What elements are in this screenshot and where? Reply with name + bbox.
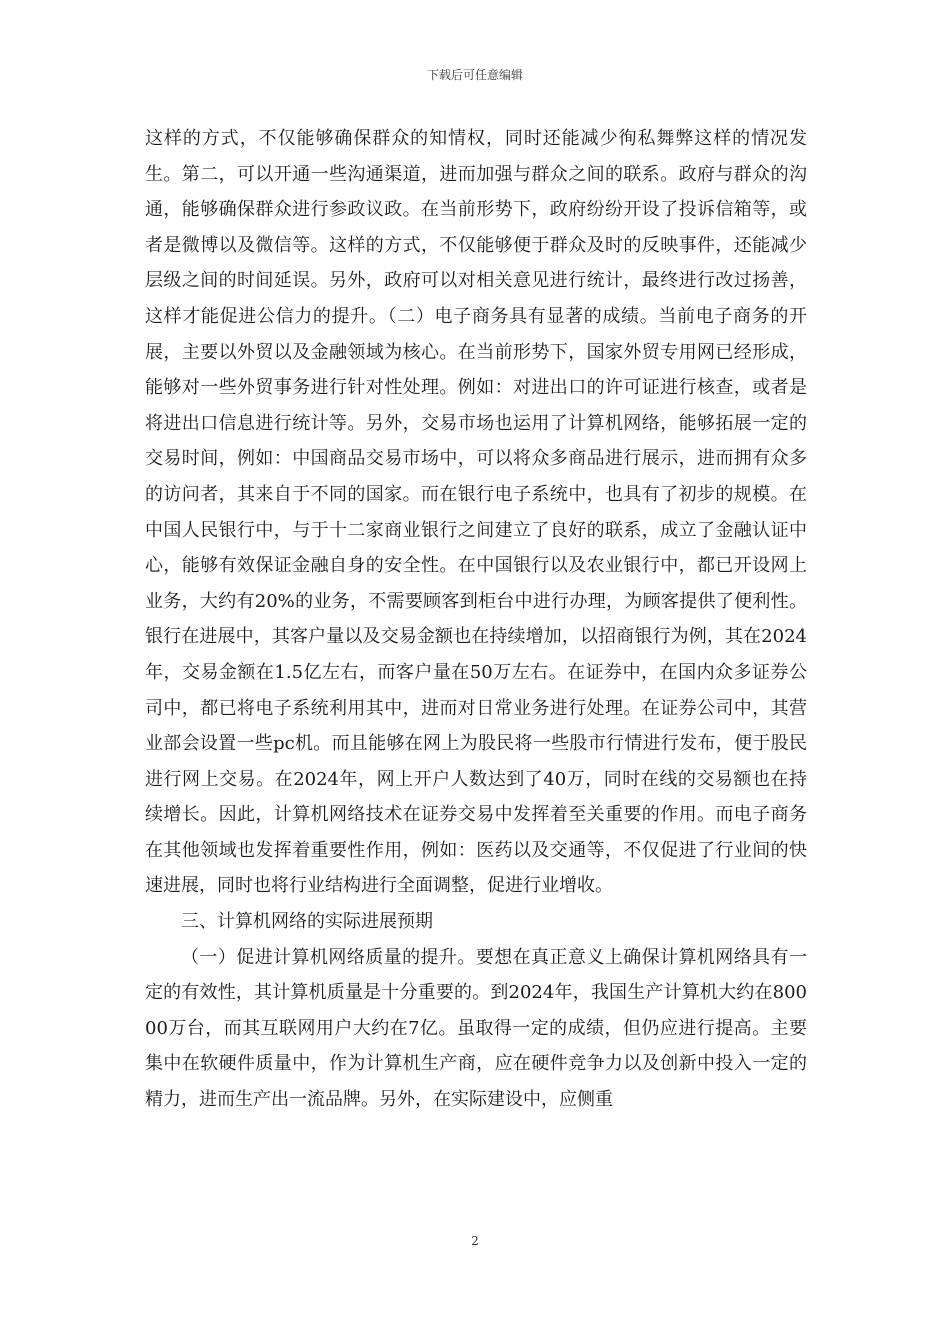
page-header: 下载后可任意编辑 (426, 68, 523, 82)
page-number: 2 (471, 1234, 479, 1248)
document-body (145, 121, 807, 1118)
body-paragraph: （一）促进计算机网络质量的提升。要想在真正意义上确保计算机网络具有一定的有效性，其计算机质量是十分重要的。到2024年，我国生产计算机大约在80000万台，而其互联网用户大约在7亿。虽取得一定的成绩，但仍应进行提高。主要集中在软硬件质量中，作为计算机生产商，应在硬件竞争力以及创新中投入一定的精力，进而生产出一流品牌。另外，在实际建设中，应侧重 (145, 946, 807, 1111)
body-paragraph: 这样的方式，不仅能够确保群众的知情权，同时还能减少徇私舞弊这样的情况发生。第二，可以开通一些沟通渠道，进而加强与群众之间的联系。政府与群众的沟通，能够确保群众进行参政议政。在当前形势下，政府纷纷开设了投诉信箱等，或者是微博以及微信等。这样的方式，不仅能够便于群众及时的反映事件，还能减少层级之间的时间延误。另外，政府可以对相关意见进行统计，最终进行改过扬善，这样才能促进公信力的提升。（二）电子商务具有显著的成绩。当前电子商务的开展，主要以外贸以及金融领域为核心。在当前形势下，国家外贸专用网已经形成，能够对一些外贸事务进行针对性处理。例如：对进出口的许可证进行核查，或者是将进出口信息进行统计等。另外，交易市场也运用了计算机网络，能够拓展一定的交易时间，例如：中国商品交易市场中，可以将众多商品进行展示，进而拥有众多的访问者，其来自于不同的国家。而在银行电子系统中，也具有了初步的规模。在中国人民银行中，与于十二家商业银行之间建立了良好的联系，成立了金融认证中心，能够有效保证金融自身的安全性。在中国银行以及农业银行中，都已开设网上业务，大约有20%的业务，不需要顾客到柜台中进行办理，为顾客提供了便利性。银行在进展中，其客户量以及交易金额也在持续增加，以招商银行为例，其在2024年，交易金额在1.5亿左右，而客户量在50万左右。在证券中，在国内众多证券公司中，都已将电子系统利用其中，进而对日常业务进行处理。在证券公司中，其营业部会设置一些pc机。而且能够在网上为股民将一些股市行情进行发布，便于股民进行网上交易。在2024年，网上开户人数达到了40万，同时在线的交易额也在持续增长。因此，计算机网络技术在证券交易中发挥着至关重要的作用。而电子商务在其他领域也发挥着重要性作用，例如：医药以及交通等，不仅促进了行业间的快速进展，同时也将行业结构进行全面调整，促进行业增收。 (145, 128, 807, 897)
section-heading: 三、计算机网络的实际进展预期 (181, 911, 433, 933)
